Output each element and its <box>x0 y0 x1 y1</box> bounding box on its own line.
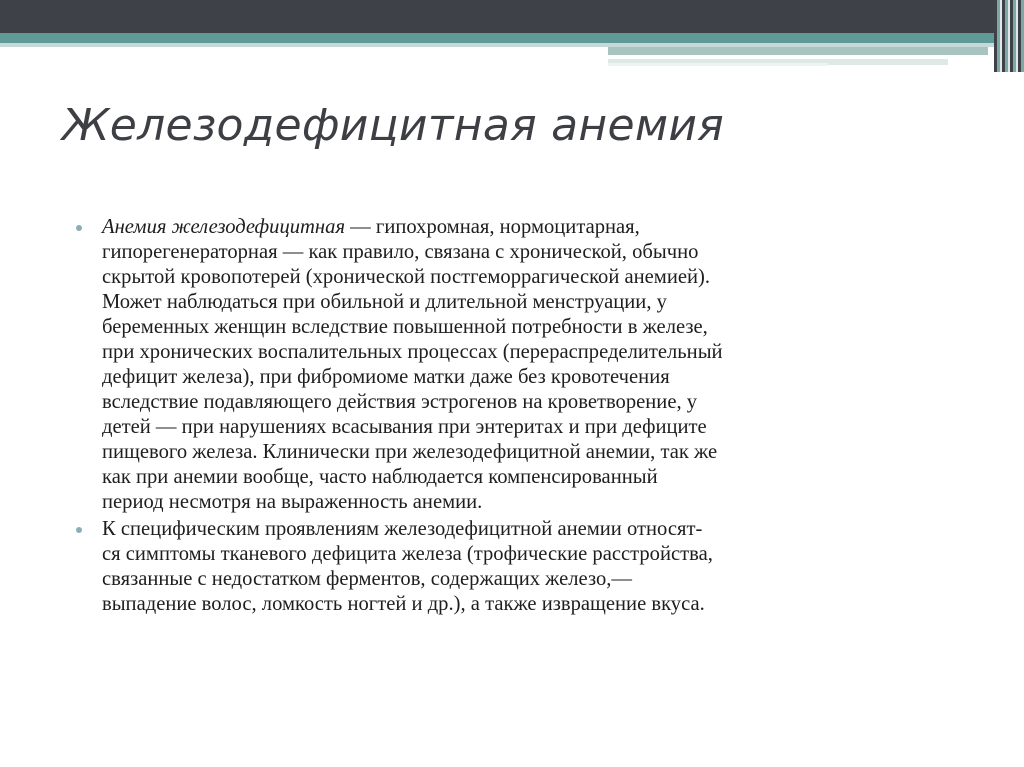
bullet-dot-icon <box>76 225 82 231</box>
first-line-rest: — гипохромная, нормоцитарная, <box>345 216 640 238</box>
text-line: гипорегенераторная — как правило, связана с хронической, обычно <box>102 241 699 263</box>
slide-title: Железодефицитная анемия <box>62 100 725 151</box>
text-line: период несмотря на выраженность анемии. <box>102 491 483 513</box>
text-line: ся симптомы тканевого дефицита железа (трофические расстройства, <box>102 543 713 565</box>
text-line: К специфическим проявлениям железодефицитной анемии относят- <box>102 518 703 540</box>
text-line: скрытой кровопотерей (хронической постгеморрагической анемией). <box>102 266 711 288</box>
text-line: Может наблюдаться при обильной и длительной менструации, у <box>102 291 667 313</box>
bullet-item <box>76 517 976 617</box>
text-line <box>102 215 976 240</box>
header-band-step <box>608 47 988 55</box>
header-band-step <box>608 63 828 66</box>
text-line: связанные с недостатком ферментов, содержащих железо,— <box>102 568 632 590</box>
text-line: при хронических воспалительных процессах (перераспределительный <box>102 341 723 363</box>
bullet-item <box>76 215 976 515</box>
text-line: детей — при нарушениях всасывания при энтеритах и при дефиците <box>102 416 707 438</box>
text-line: дефицит железа), при фибромиоме матки даже без кровотечения <box>102 366 670 388</box>
text-line: вследствие подавляющего действия эстрогенов на кроветворение, у <box>102 391 698 413</box>
header-right-stripes <box>994 0 1024 72</box>
bullet-list <box>76 215 976 617</box>
text-line: выпадение волос, ломкость ногтей и др.), а также извращение вкуса. <box>102 593 705 615</box>
header-band-teal <box>0 33 1024 43</box>
header-band-dark <box>0 0 1024 33</box>
text-line: пищевого железа. Клинически при железодефицитной анемии, так же <box>102 441 718 463</box>
term-italic: Анемия железодефицитная <box>102 216 346 238</box>
text-line: беременных женщин вследствие повышенной потребности в железе, <box>102 316 708 338</box>
bullet-dot-icon <box>76 527 82 533</box>
text-line: как при анемии вообще, часто наблюдается компенсированный <box>102 466 658 488</box>
